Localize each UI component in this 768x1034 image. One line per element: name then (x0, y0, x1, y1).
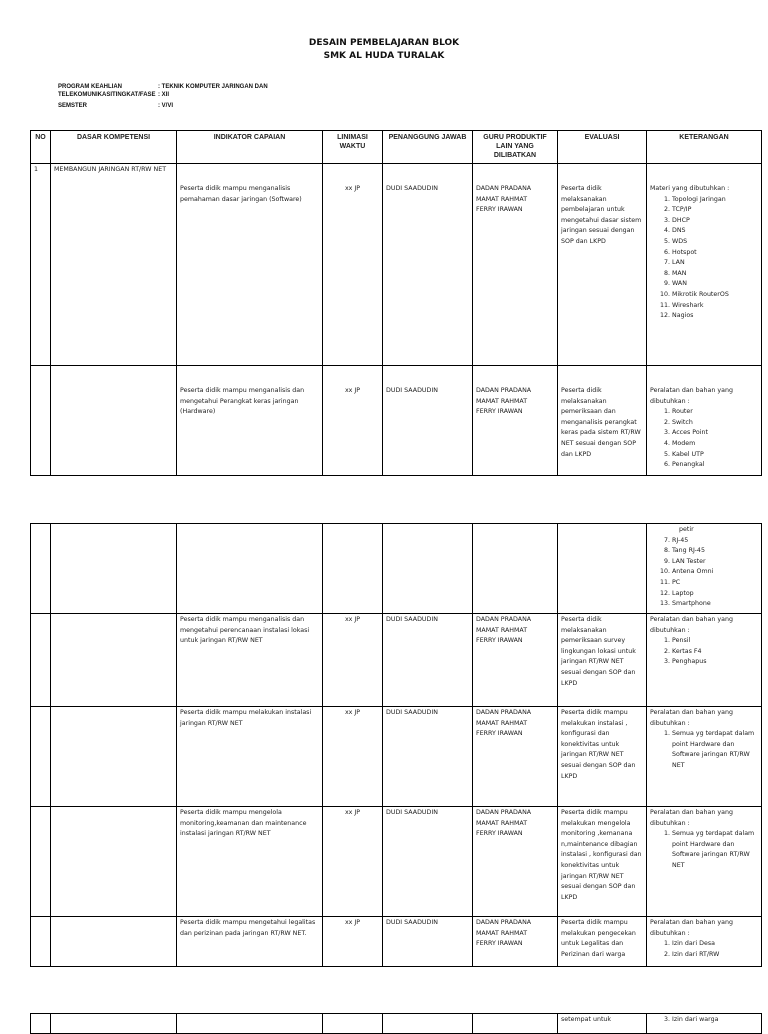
cell-indikator: Peserta didik mampu mengetahui legalitas dan perizinan pada jaringan RT/RW NET. (177, 917, 323, 967)
list-item: 3. DHCP (672, 216, 758, 227)
list-item: 5. Kabel UTP (672, 450, 758, 461)
cell-keterangan (647, 614, 762, 707)
cell-indikator: Peserta didik mampu menganalisis dan mengetahui perencanaan instalasi lokasi untuk jaringan RT/RW NET (177, 614, 323, 707)
cell-guru: DADAN PRADANA MAMAT RAHMAT FERRY IRAWAN (473, 807, 558, 917)
cell-pj: DUDI SAADUDIN (383, 807, 473, 917)
list-item: 1. Izin dari Desa (672, 939, 758, 950)
table-row (31, 917, 762, 967)
list-item: 3. Penghapus (672, 657, 758, 668)
list-item: 6. Penangkal (672, 460, 758, 471)
list-item: 5. WDS (672, 237, 758, 248)
meta-semester-value: : V/VI (158, 103, 174, 109)
list-item: 1. Semua yg terdapat dalam point Hardware dan Software jaringan RT/RW NET (672, 729, 758, 771)
doc-title: DESAIN PEMBELAJARAN BLOK (308, 38, 460, 48)
header-pj: PENANGGUNG JAWAB (383, 131, 473, 164)
list-item: 11. Wireshark (672, 301, 758, 312)
ket-continued-text: petir (679, 526, 694, 533)
cell-evaluasi: Peserta didik melaksanakan pemeriksaan survey lingkungan lokasi untuk jaringan RT/RW NET sesuai dengan SOP dan LKPD (558, 614, 647, 707)
table-row (31, 524, 762, 614)
list-item: 12. Nagios (672, 311, 758, 322)
table-row (31, 707, 762, 807)
list-item: 9. LAN Tester (672, 557, 758, 568)
ket-intro: Peralatan dan bahan yang dibutuhkan : (650, 387, 733, 405)
cell-waktu: xx JP (323, 917, 383, 967)
cell-keterangan (647, 366, 762, 476)
list-item: 10. Mikrotik RouterOS (672, 290, 758, 301)
table-page-1 (30, 130, 762, 476)
list-item: 8. MAN (672, 269, 758, 280)
list-item: 4. DNS (672, 226, 758, 237)
ket-list (650, 1015, 758, 1026)
header-dasar: DASAR KOMPETENSI (51, 131, 177, 164)
cell-evaluasi: Peserta didik mampu melakukan pengecekan untuk Legalitas dan Perizinan dari warga (558, 917, 647, 967)
cell-evaluasi: Peserta didik mampu melakukan instalasi , konfigurasi dan konektivitas untuk jaringan RT/RW NET sesuai dengan SOP dan LKPD (558, 707, 647, 807)
meta-program-value: : TEKNIK KOMPUTER JARINGAN DAN (158, 84, 268, 90)
meta-telek-label: TELEKOMUNIKASITINGKAT/FASE (58, 92, 156, 98)
header-evaluasi: EVALUASI (558, 131, 647, 164)
list-item: 1. Pensil (672, 636, 758, 647)
list-item: 2. Kertas F4 (672, 647, 758, 658)
ket-intro: Peralatan dan bahan yang dibutuhkan : (650, 709, 733, 727)
doc-subtitle: SMK AL HUDA TURALAK (323, 51, 445, 61)
cell-keterangan (647, 707, 762, 807)
ket-intro: Materi yang dibutuhkan : (650, 185, 730, 192)
ket-list (650, 829, 758, 871)
table-row (31, 614, 762, 707)
list-item: 11. PC (672, 578, 758, 589)
cell-guru: DADAN PRADANA MAMAT RAHMAT FERRY IRAWAN (473, 366, 558, 476)
cell-evaluasi: Peserta didik mampu melakukan mengelola monitoring ,kemanana n,maintenance dibagian instalasi , konfigurasi dan konektivitas untuk jaringan RT/RW NET sesuai dengan SOP dan LKPD (558, 807, 647, 917)
table-row (31, 164, 762, 366)
cell-waktu: xx JP (323, 164, 383, 366)
cell-pj: DUDI SAADUDIN (383, 366, 473, 476)
cell-indikator: Peserta didik mampu mengelola monitoring,keamanan dan maintenance instalasi jaringan RT/RW NET (177, 807, 323, 917)
cell-guru: DADAN PRADANA MAMAT RAHMAT FERRY IRAWAN (473, 707, 558, 807)
table-header-row (31, 131, 762, 164)
cell-guru: DADAN PRADANA MAMAT RAHMAT FERRY IRAWAN (473, 614, 558, 707)
ket-list (650, 407, 758, 471)
meta-telek-value: : XII (158, 92, 170, 98)
list-item: 2. TCP/IP (672, 205, 758, 216)
list-item: 13. Smartphone (672, 599, 758, 610)
ket-list (650, 939, 758, 960)
list-item: 3. Izin dari warga (672, 1015, 758, 1026)
list-item: 3. Acces Point (672, 428, 758, 439)
ket-intro: Peralatan dan bahan yang dibutuhkan : (650, 616, 733, 634)
cell-indikator: Peserta didik mampu menganalisis dan mengetahui Perangkat keras jaringan (Hardware) (177, 366, 323, 476)
cell-evaluasi: setempat untuk (558, 1014, 647, 1034)
cell-keterangan (647, 807, 762, 917)
header-indikator: INDIKATOR CAPAIAN (177, 131, 323, 164)
meta-program-label: PROGRAM KEAHLIAN (58, 84, 122, 90)
list-item: 1. Semua yg terdapat dalam point Hardware dan Software jaringan RT/RW NET (672, 829, 758, 871)
list-item: 10. Antena Omni (672, 567, 758, 578)
ket-list (650, 729, 758, 771)
cell-pj: DUDI SAADUDIN (383, 164, 473, 366)
header-guru: GURU PRODUKTIF LAIN YANG DILIBATKAN (473, 131, 558, 164)
cell-keterangan (647, 524, 762, 614)
cell-pj: DUDI SAADUDIN (383, 707, 473, 807)
ket-list (650, 536, 758, 610)
cell-evaluasi: Peserta didik melaksanakan pembelajaran untuk mengetahui dasar sistem jaringan sesuai dengan SOP dan LKPD (558, 164, 647, 366)
list-item: 1. Topologi Jaringan (672, 195, 758, 206)
list-item: 2. Izin dari RT/RW (672, 950, 758, 961)
cell-dasar: MEMBANGUN JARINGAN RT/RW NET (51, 164, 177, 366)
list-item: 4. Modem (672, 439, 758, 450)
ket-list (650, 195, 758, 322)
cell-no: 1 (31, 164, 51, 366)
cell-pj: DUDI SAADUDIN (383, 917, 473, 967)
cell-waktu: xx JP (323, 807, 383, 917)
list-item: 7. LAN (672, 258, 758, 269)
list-item: 9. WAN (672, 279, 758, 290)
list-item: 2. Switch (672, 418, 758, 429)
list-item: 6. Hotspot (672, 248, 758, 259)
cell-waktu: xx JP (323, 366, 383, 476)
cell-waktu: xx JP (323, 707, 383, 807)
header-no: NO (31, 131, 51, 164)
cell-pj: DUDI SAADUDIN (383, 614, 473, 707)
list-item: 1. Router (672, 407, 758, 418)
ket-intro: Peralatan dan bahan yang dibutuhkan : (650, 919, 733, 937)
cell-guru: DADAN PRADANA MAMAT RAHMAT FERRY IRAWAN (473, 917, 558, 967)
meta-semester-label: SEMSTER (58, 103, 88, 109)
cell-indikator: Peserta didik mampu melakukan instalasi jaringan RT/RW NET (177, 707, 323, 807)
header-waktu: LINIMASI WAKTU (323, 131, 383, 164)
cell-keterangan (647, 164, 762, 366)
cell-waktu: xx JP (323, 614, 383, 707)
cell-indikator: Peserta didik mampu menganalisis pemahaman dasar jaringan (Software) (177, 164, 323, 366)
ket-intro: Peralatan dan bahan yang dibutuhkan : (650, 809, 733, 827)
ket-list (650, 636, 758, 668)
table-row (31, 807, 762, 917)
cell-guru: DADAN PRADANA MAMAT RAHMAT FERRY IRAWAN (473, 164, 558, 366)
cell-keterangan (647, 917, 762, 967)
meta-info (58, 83, 268, 110)
table-page-2 (30, 523, 762, 967)
table-row (31, 366, 762, 476)
list-item: 8. Tang RJ-45 (672, 546, 758, 557)
list-item: 7. RJ-45 (672, 536, 758, 547)
cell-evaluasi: Peserta didik melaksanakan pemeriksaan dan menganalisis perangkat keras pada sistem RT/RW NET sesuai dengan SOP dan LKPD (558, 366, 647, 476)
list-item: 12. Laptop (672, 589, 758, 600)
header-ket: KETERANGAN (647, 131, 762, 164)
